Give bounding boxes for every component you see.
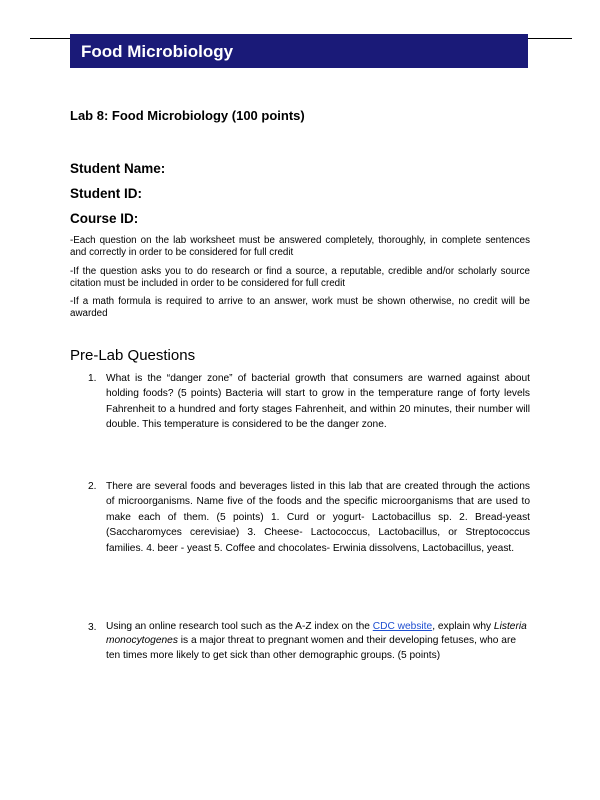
section-heading: Pre-Lab Questions [70,347,196,364]
instruction-1: -Each question on the lab worksheet must be answered completely, thoroughly, in complete sentences and correctly in order to be considered for full credit [70,235,530,258]
organism-name: Listeria monocytogenes [106,621,527,647]
instruction-2: -If the question asks you to do research or find a source, a reputable, credible and/or scholarly source citation must be included in order to be considered for full credit [70,266,530,289]
question-3 [88,620,530,663]
question-text: There are several foods and beverages listed in this lab that are created through the actions of microorganisms. Name five of the foods and the specific microorganisms that are used to make each of them. (5 points) 1. Curd or yogurt- Lactobacillus sp. 2. Bread-yeast (Saccharomyces cerevisiae) 3. Cheese- Lactococcus, Lactobacillus, or Streptococcus families. 4. beer - yeast 5. Coffee and chocolates- Erwinia dissolvens, Lactobacillus, yeast. [106,481,530,554]
question-text-part: is a major threat to pregnant women and their developing fetuses, who are ten times more likely to get sick than other demographic groups. (5 points) [106,635,517,661]
question-text: What is the “danger zone” of bacterial growth that consumers are warned against about holding foods? (5 points) Bacteria will start to grow in the temperature range of forty levels Fahrenheit to a hundred and forty stages Fahrenheit, and within 20 minutes, their number will double. This temperature is considered to be the danger zone. [106,373,530,431]
question-text [106,620,530,663]
question-number: 2. [88,481,97,492]
question-number: 1. [88,373,97,384]
question-2 [88,479,530,556]
student-name-label: Student Name: [70,161,166,176]
course-id-label: Course ID: [70,211,139,226]
instruction-3: -If a math formula is required to arrive to an answer, work must be shown otherwise, no credit will be awarded [70,296,530,319]
question-number: 3. [88,622,97,633]
question-text-part: , explain why [432,621,494,632]
question-text-part: Using an online research tool such as the A-Z index on the [106,621,373,632]
student-id-label: Student ID: [70,186,142,201]
cdc-website-link[interactable]: CDC website [372,621,433,632]
lab-title: Lab 8: Food Microbiology (100 points) [70,108,305,123]
question-1 [88,371,530,433]
header-banner [70,34,528,68]
banner-title: Food Microbiology [81,42,234,61]
